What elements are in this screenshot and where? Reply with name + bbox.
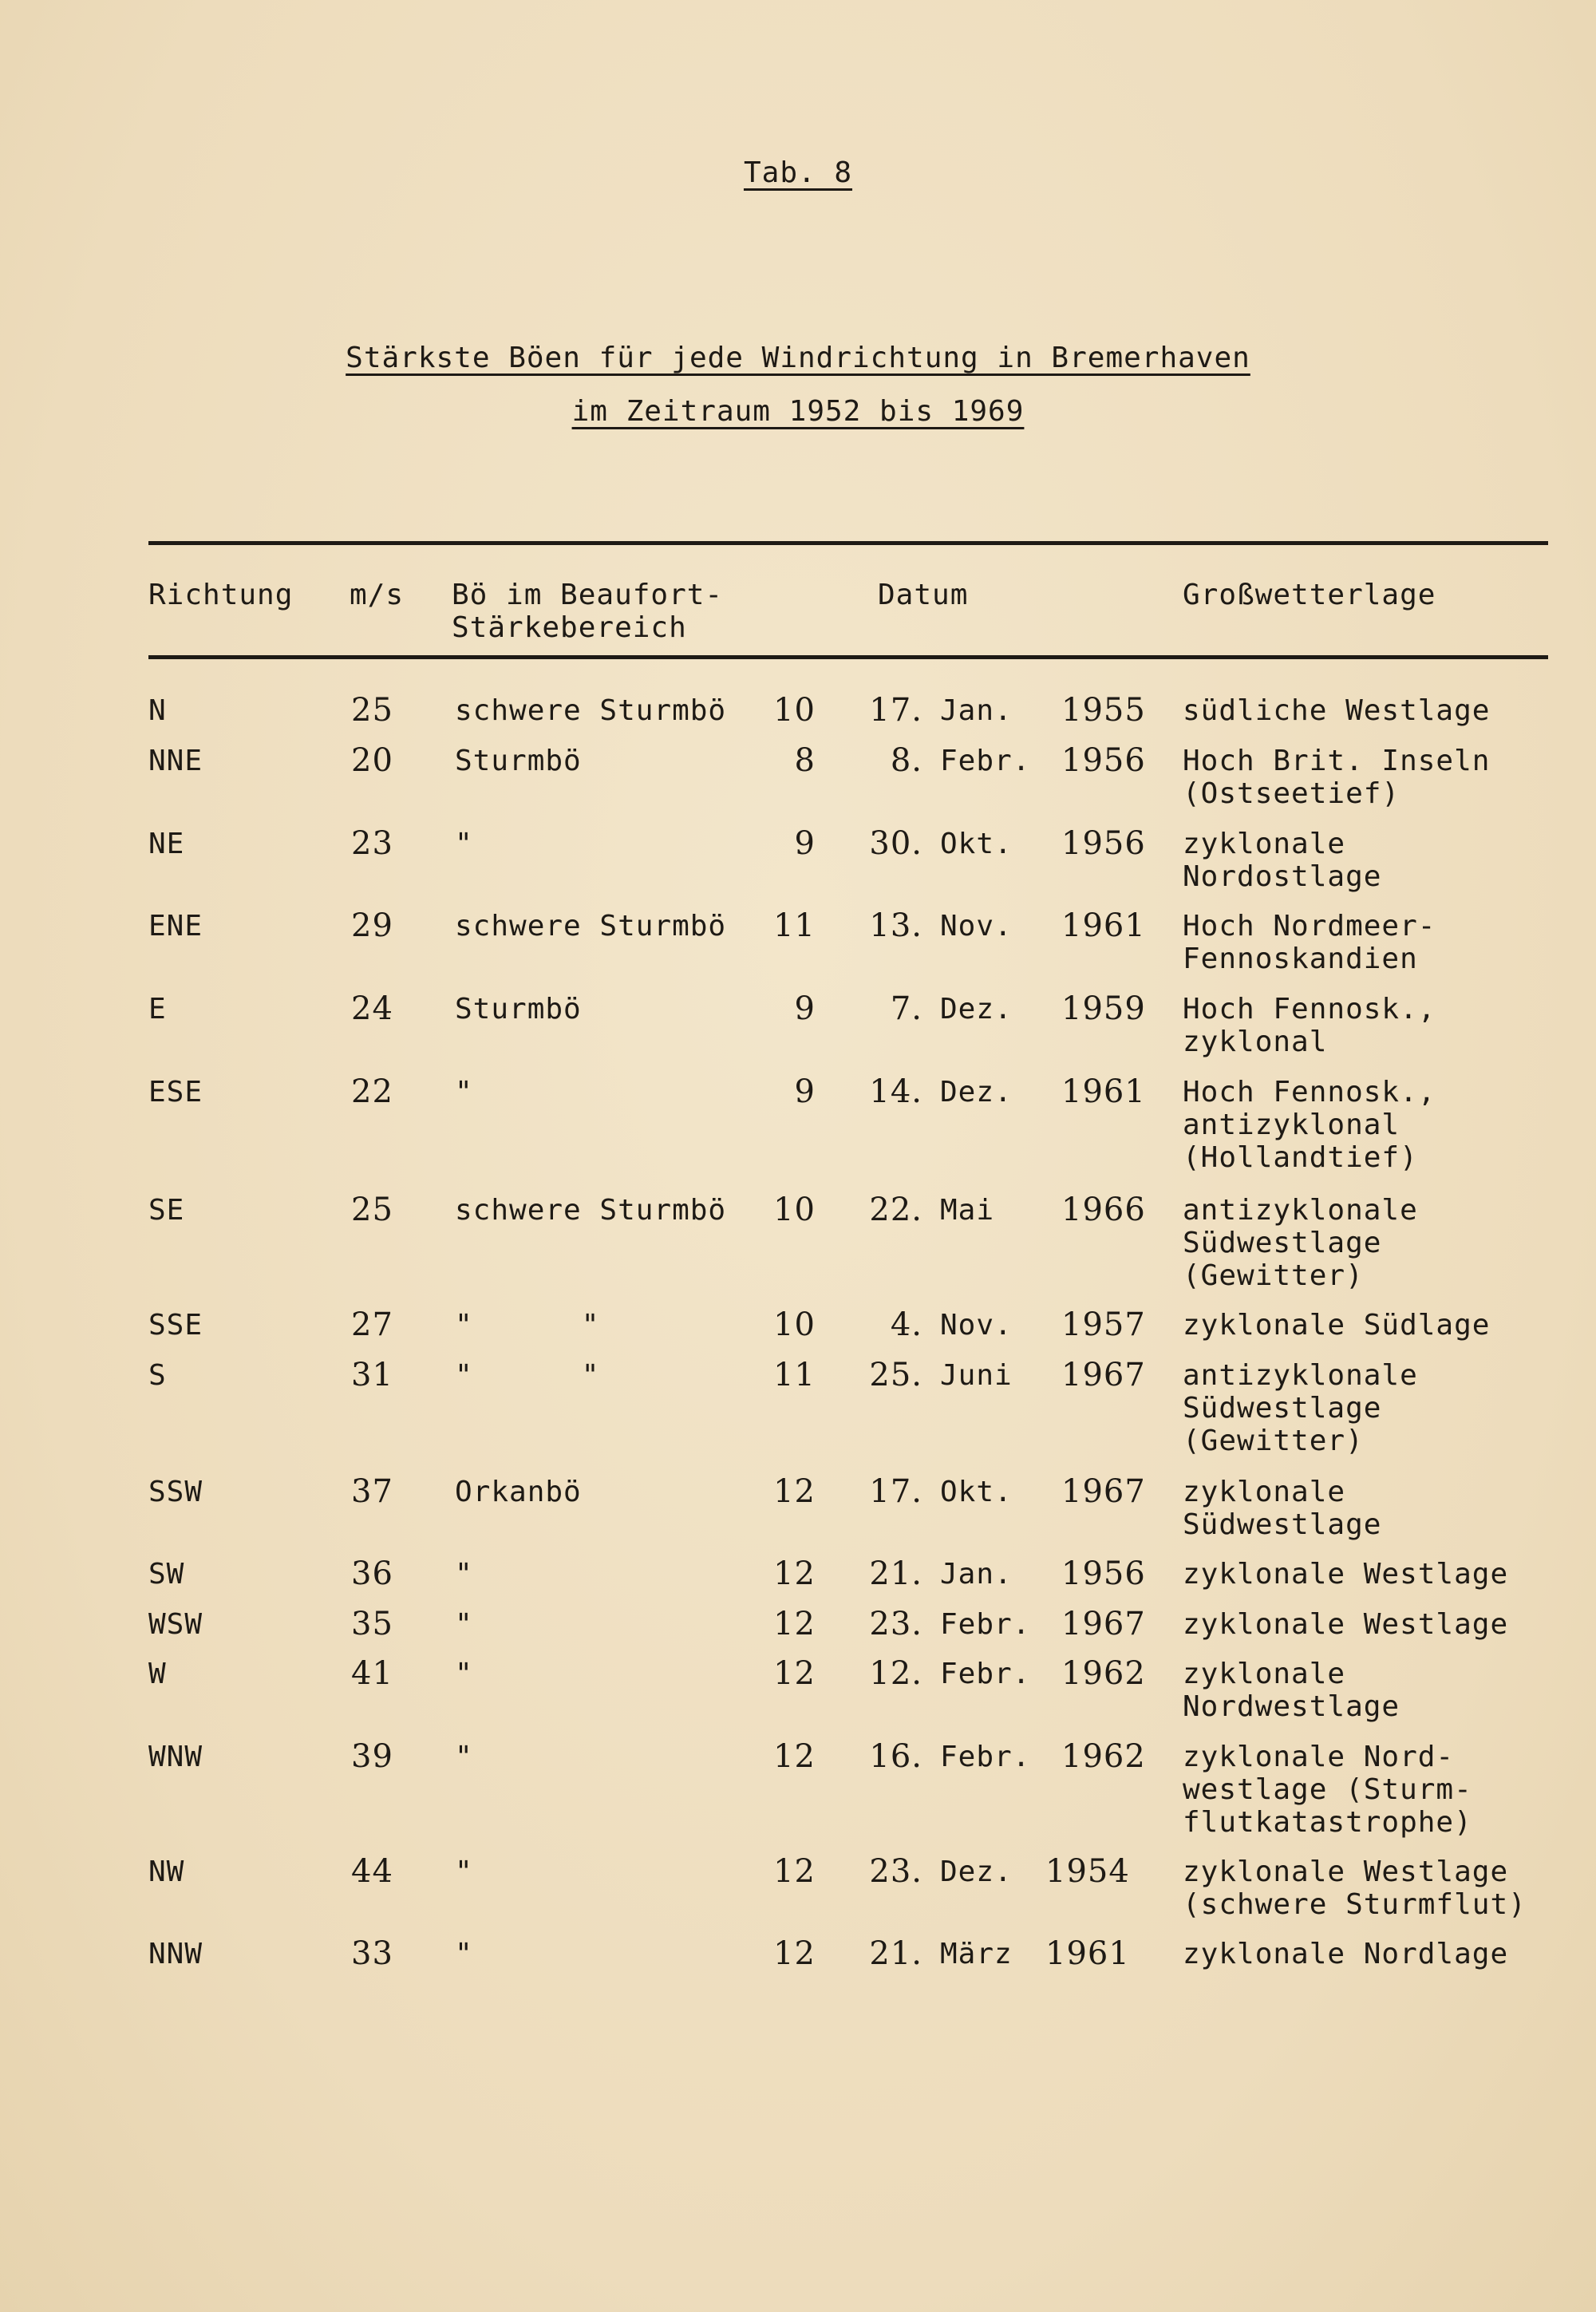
cell-day: 7. [890,990,922,1027]
cell-ms: 22 [351,1073,393,1110]
cell-month: Dez. [940,1076,1013,1109]
cell-day: 23. [869,1853,922,1890]
top-rule [148,541,1548,545]
cell-month: Febr. [940,745,1031,777]
cell-dir: SW [148,1558,185,1591]
cell-month: März [940,1938,1013,1970]
cell-day: 4. [890,1306,922,1343]
table-label: Tab. 8 [743,156,853,189]
cell-gust: " [455,1741,473,1773]
cell-year: 1956 [1061,825,1146,862]
cell-gust: Orkanbö [455,1476,582,1508]
header-ms: m/s [350,579,405,611]
cell-gust: " [455,1938,473,1970]
cell-ms: 31 [351,1357,393,1393]
cell-day: 17. [869,692,922,729]
cell-ms: 23 [351,825,393,862]
cell-ms: 37 [351,1473,393,1510]
cell-day: 22. [869,1192,922,1228]
cell-month: Febr. [940,1741,1031,1773]
cell-year: 1959 [1061,990,1146,1027]
cell-month: Nov. [940,910,1013,943]
cell-month: Nov. [940,1309,1013,1342]
cell-weather: zyklonale Südlage [1183,1309,1491,1342]
header-datum: Datum [878,579,969,611]
header-richtung: Richtung [148,579,294,611]
header-rule [148,655,1548,659]
cell-gust: " [455,1076,473,1109]
cell-bf: 12 [773,1555,816,1592]
cell-bf: 12 [773,1935,816,1972]
cell-month: Dez. [940,1856,1013,1888]
cell-year: 1956 [1061,742,1146,779]
cell-month: Jan. [940,1558,1013,1591]
cell-ms: 25 [351,1192,393,1228]
cell-bf: 11 [773,1357,816,1393]
cell-weather: zyklonale Westlage [1183,1558,1509,1591]
cell-bf: 9 [794,1073,816,1110]
cell-ms: 41 [351,1655,393,1692]
cell-gust: " [455,1558,473,1591]
cell-ms: 27 [351,1306,393,1343]
cell-day: 21. [869,1935,922,1972]
cell-dir: W [148,1658,167,1690]
cell-year: 1956 [1061,1555,1146,1592]
cell-year: 1967 [1061,1357,1146,1393]
cell-ms: 33 [351,1935,393,1972]
cell-month: Mai [940,1194,995,1227]
cell-dir: ESE [148,1076,203,1109]
cell-day: 25. [869,1357,922,1393]
cell-weather: zyklonale Westlage (schwere Sturmflut) [1183,1856,1527,1921]
cell-year: 1962 [1061,1738,1146,1775]
title-line-2: im Zeitraum 1952 bis 1969 [571,395,1025,428]
cell-bf: 12 [773,1738,816,1775]
cell-weather: Hoch Brit. Inseln (Ostseetief) [1183,745,1491,810]
cell-dir: NNE [148,745,203,777]
cell-year: 1954 [1045,1853,1130,1890]
cell-bf: 10 [773,692,816,729]
cell-gust: schwere Sturmbö [455,694,727,727]
cell-dir: NW [148,1856,185,1888]
cell-year: 1961 [1045,1935,1130,1972]
cell-weather: Hoch Nordmeer- Fennoskandien [1183,910,1436,975]
cell-day: 14. [869,1073,922,1110]
cell-dir: N [148,694,167,727]
cell-weather: zyklonale Südwestlage [1183,1476,1382,1541]
cell-weather: zyklonale Nord- westlage (Sturm- flutkatastrophe) [1183,1741,1472,1839]
cell-month: Okt. [940,1476,1013,1508]
cell-dir: SSE [148,1309,203,1342]
cell-bf: 12 [773,1655,816,1692]
cell-ms: 39 [351,1738,393,1775]
cell-year: 1961 [1061,907,1146,944]
cell-ms: 35 [351,1606,393,1642]
cell-weather: antizyklonale Südwestlage (Gewitter) [1183,1359,1418,1457]
cell-bf: 9 [794,825,816,862]
cell-day: 16. [869,1738,922,1775]
cell-year: 1962 [1061,1655,1146,1692]
cell-ms: 24 [351,990,393,1027]
cell-gust: schwere Sturmbö [455,1194,727,1227]
cell-day: 23. [869,1606,922,1642]
cell-weather: antizyklonale Südwestlage (Gewitter) [1183,1194,1418,1292]
cell-bf: 8 [794,742,816,779]
cell-weather: Hoch Fennosk., antizyklonal (Hollandtief) [1183,1076,1436,1174]
cell-year: 1961 [1061,1073,1146,1110]
cell-gust: Sturmbö [455,993,582,1026]
cell-day: 30. [869,825,922,862]
cell-month: Febr. [940,1658,1031,1690]
cell-month: Febr. [940,1608,1031,1641]
cell-month: Jan. [940,694,1013,727]
cell-bf: 10 [773,1306,816,1343]
cell-year: 1955 [1061,692,1146,729]
title-line-1: Stärkste Böen für jede Windrichtung in Bremerhaven [346,342,1250,374]
cell-dir: NE [148,828,185,860]
cell-month: Juni [940,1359,1013,1392]
cell-weather: südliche Westlage [1183,694,1491,727]
header-wetterlage: Großwetterlage [1183,579,1436,611]
cell-gust: " [455,1658,473,1690]
cell-bf: 10 [773,1192,816,1228]
cell-dir: SSW [148,1476,203,1508]
cell-ms: 36 [351,1555,393,1592]
cell-day: 8. [890,742,922,779]
cell-dir: WNW [148,1741,203,1773]
cell-day: 21. [869,1555,922,1592]
cell-dir: S [148,1359,167,1392]
cell-gust: " " [455,1309,600,1342]
cell-weather: zyklonale Nordostlage [1183,828,1382,893]
cell-gust: " [455,1856,473,1888]
cell-year: 1967 [1061,1606,1146,1642]
cell-weather: zyklonale Nordlage [1183,1938,1509,1970]
cell-day: 12. [869,1655,922,1692]
cell-gust: " " [455,1359,600,1392]
cell-gust: " [455,828,473,860]
cell-bf: 11 [773,907,816,944]
cell-month: Dez. [940,993,1013,1026]
cell-weather: zyklonale Nordwestlage [1183,1658,1400,1723]
cell-ms: 29 [351,907,393,944]
cell-day: 13. [869,907,922,944]
cell-bf: 12 [773,1853,816,1890]
cell-ms: 20 [351,742,393,779]
cell-weather: zyklonale Westlage [1183,1608,1509,1641]
cell-year: 1967 [1061,1473,1146,1510]
cell-dir: E [148,993,167,1026]
cell-year: 1966 [1061,1192,1146,1228]
cell-gust: " [455,1608,473,1641]
cell-gust: schwere Sturmbö [455,910,727,943]
cell-day: 17. [869,1473,922,1510]
cell-dir: WSW [148,1608,203,1641]
cell-year: 1957 [1061,1306,1146,1343]
cell-bf: 12 [773,1473,816,1510]
cell-ms: 44 [351,1853,393,1890]
cell-dir: SE [148,1194,185,1227]
cell-bf: 9 [794,990,816,1027]
cell-weather: Hoch Fennosk., zyklonal [1183,993,1436,1058]
cell-bf: 12 [773,1606,816,1642]
cell-ms: 25 [351,692,393,729]
header-boe: Bö im Beaufort- Stärkebereich [452,579,724,644]
cell-month: Okt. [940,828,1013,860]
cell-dir: ENE [148,910,203,943]
cell-dir: NNW [148,1938,203,1970]
cell-gust: Sturmbö [455,745,582,777]
